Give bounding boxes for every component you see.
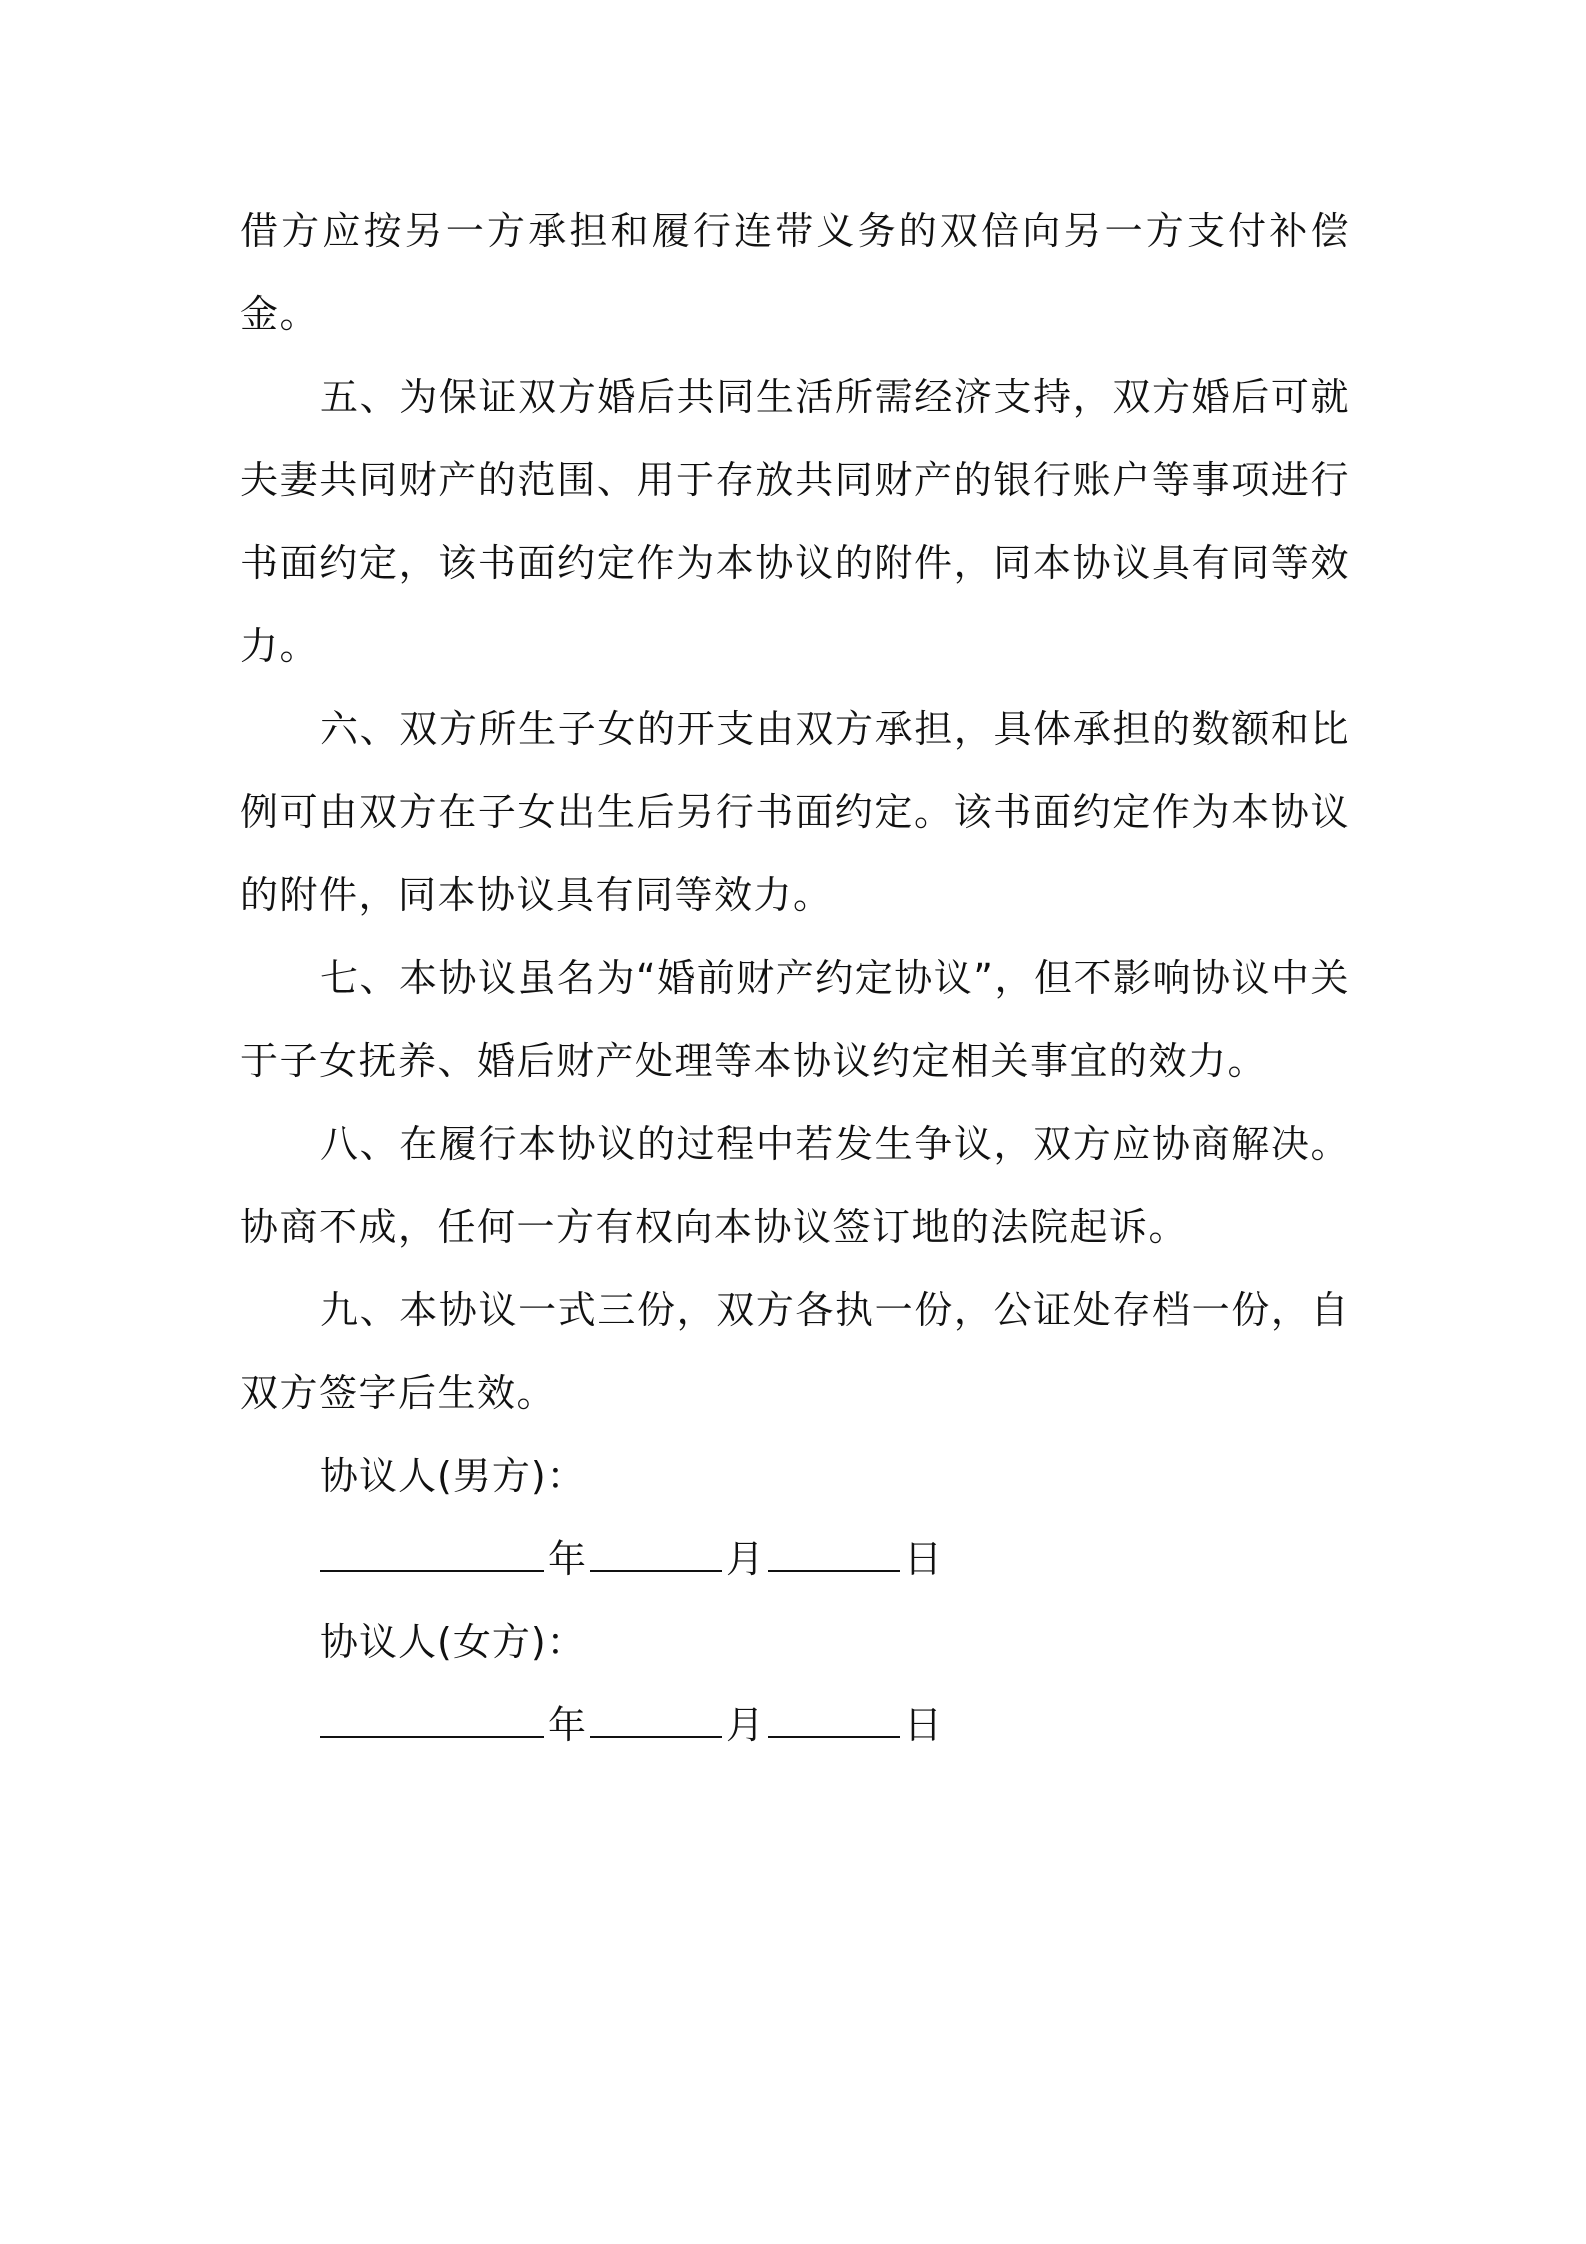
female-party-label: 协议人(女方)： bbox=[320, 1620, 586, 1664]
year-unit: 年 bbox=[548, 1703, 587, 1747]
clause-5: 五、为保证双方婚后共同生活所需经济支持，双方婚后可就夫妻共同财产的范围、用于存放共同财产的银行账户等事项进行书面约定，该书面约定作为本协议的附件，同本协议具有同等效力。 bbox=[240, 375, 1350, 668]
female-date-line bbox=[240, 1684, 1350, 1767]
clause-9: 九、本协议一式三份，双方各执一份，公证处存档一份，自双方签字后生效。 bbox=[240, 1288, 1350, 1415]
day-unit: 日 bbox=[904, 1703, 943, 1747]
year-blank[interactable] bbox=[320, 1700, 544, 1738]
paragraph-continuation: 借方应按另一方承担和履行连带义务的双倍向另一方支付补偿金。 bbox=[240, 209, 1350, 336]
month-blank[interactable] bbox=[590, 1534, 722, 1572]
month-unit: 月 bbox=[726, 1703, 765, 1747]
document-body bbox=[240, 190, 1350, 1767]
year-blank[interactable] bbox=[320, 1534, 544, 1572]
day-blank[interactable] bbox=[768, 1534, 900, 1572]
male-party-label: 协议人(男方)： bbox=[320, 1454, 586, 1498]
day-unit: 日 bbox=[904, 1537, 943, 1581]
year-unit: 年 bbox=[548, 1537, 587, 1581]
month-unit: 月 bbox=[726, 1537, 765, 1581]
male-date-line bbox=[240, 1518, 1350, 1601]
clause-8: 八、在履行本协议的过程中若发生争议，双方应协商解决。协商不成，任何一方有权向本协议签订地的法院起诉。 bbox=[240, 1122, 1350, 1249]
clause-6: 六、双方所生子女的开支由双方承担，具体承担的数额和比例可由双方在子女出生后另行书面约定。该书面约定作为本协议的附件，同本协议具有同等效力。 bbox=[240, 707, 1350, 917]
day-blank[interactable] bbox=[768, 1700, 900, 1738]
clause-7: 七、本协议虽名为“婚前财产约定协议”，但不影响协议中关于子女抚养、婚后财产处理等本协议约定相关事宜的效力。 bbox=[240, 956, 1350, 1083]
month-blank[interactable] bbox=[590, 1700, 722, 1738]
